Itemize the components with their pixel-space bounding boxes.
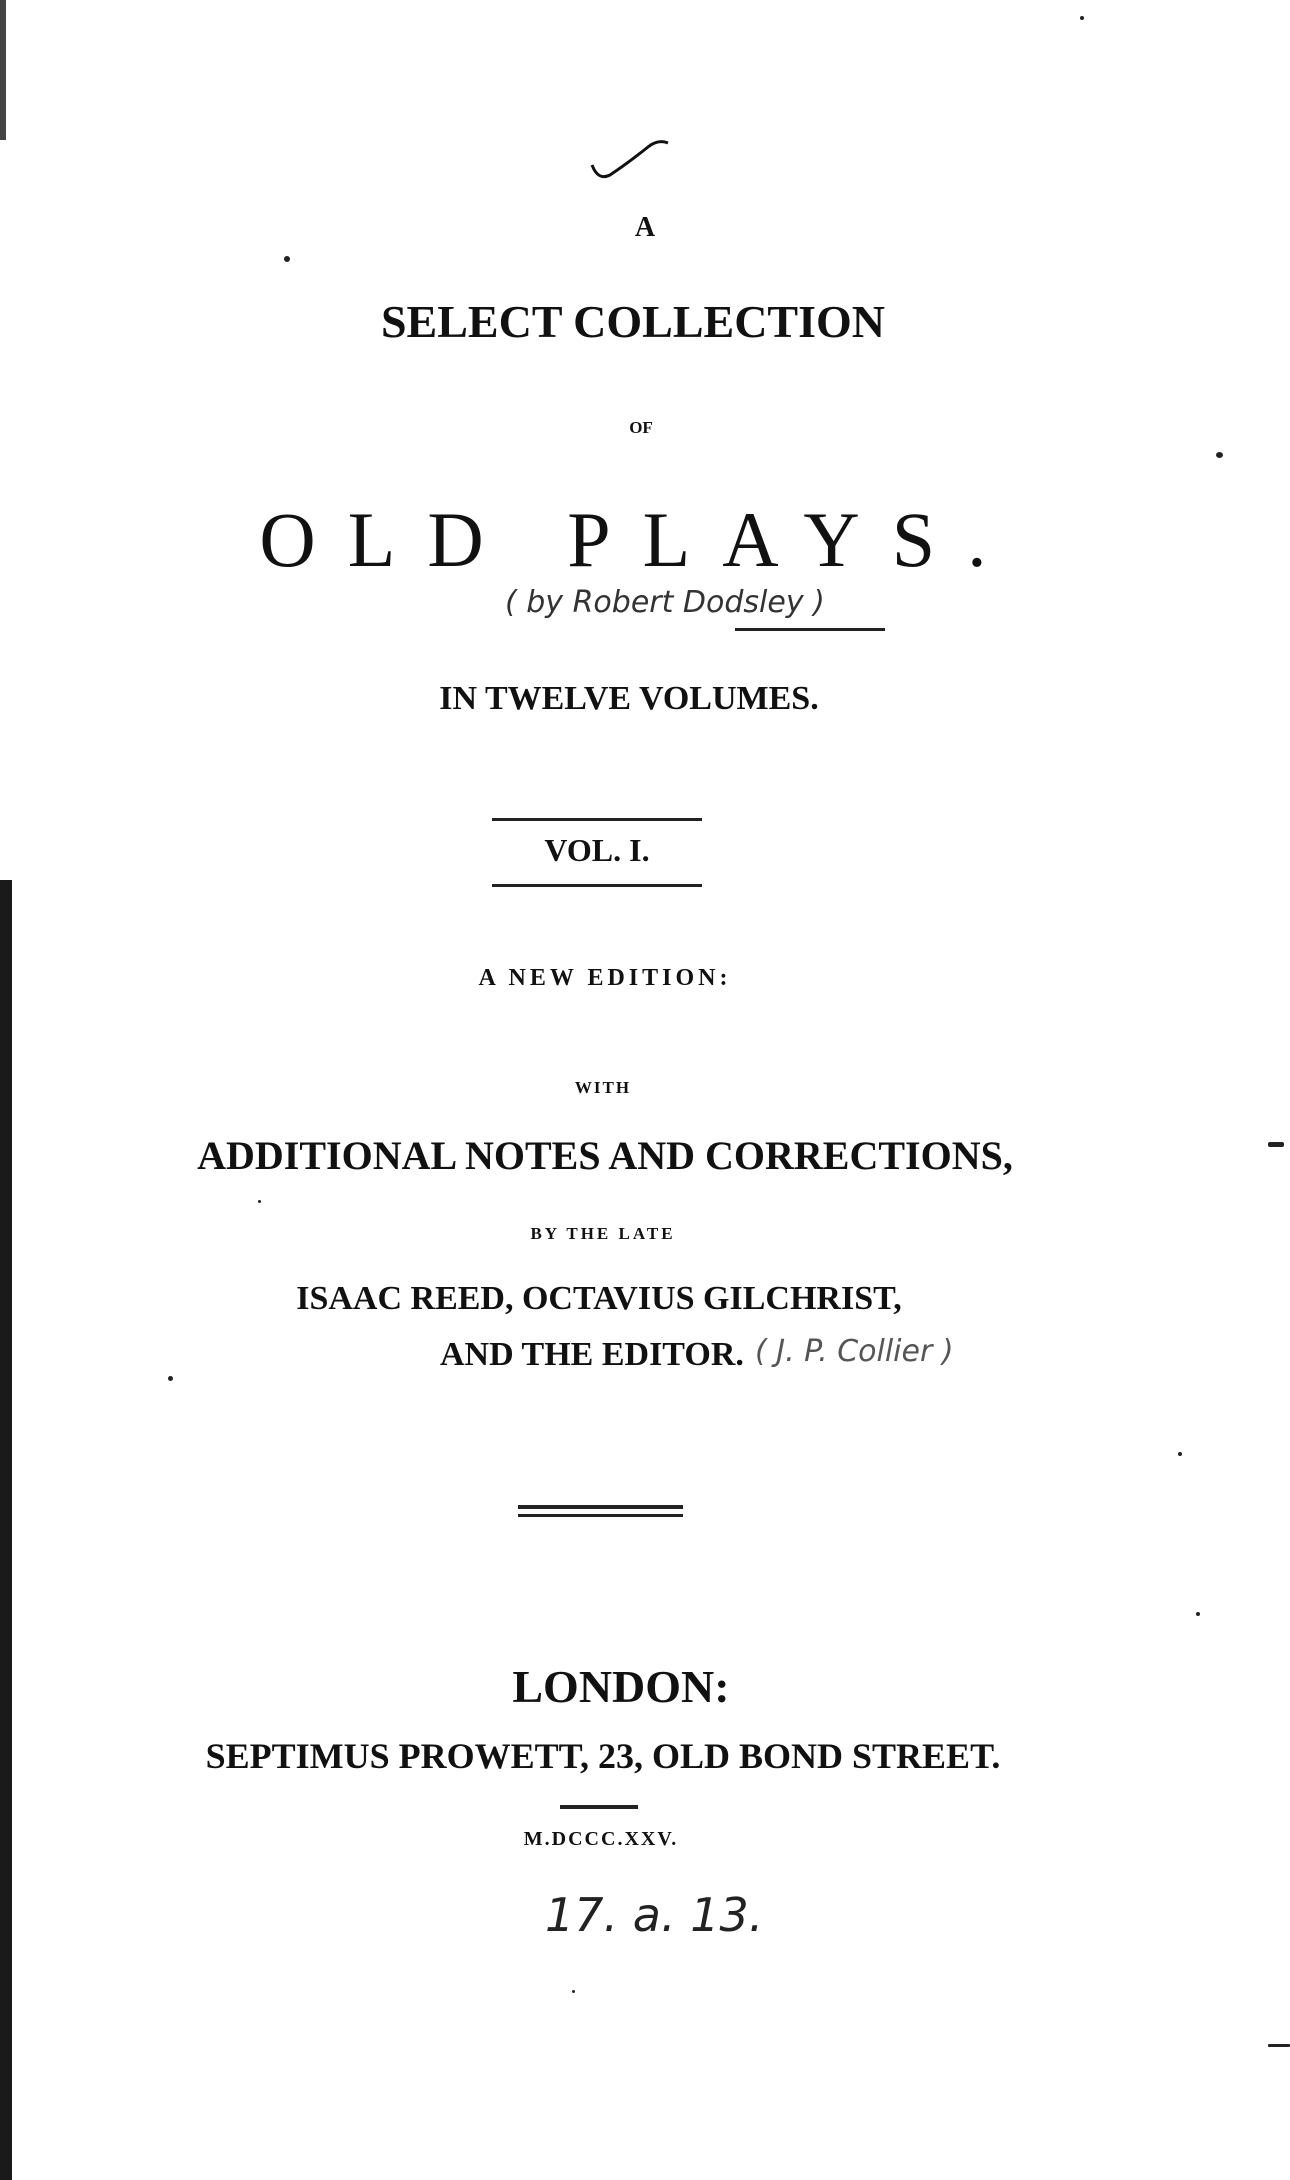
paper-speck bbox=[258, 1200, 261, 1203]
editors-line-2: AND THE EDITOR. bbox=[440, 1336, 744, 1373]
edition-line: A NEW EDITION: bbox=[478, 965, 732, 991]
underline-mark bbox=[735, 628, 885, 631]
notes-line: ADDITIONAL NOTES AND CORRECTIONS, bbox=[197, 1133, 1013, 1178]
place-line: LONDON: bbox=[512, 1661, 730, 1712]
volume-rule-top bbox=[492, 818, 702, 821]
paper-speck bbox=[168, 1376, 173, 1381]
check-mark-icon bbox=[588, 135, 678, 185]
title-article: A bbox=[634, 212, 656, 243]
publisher-line: SEPTIMUS PROWETT, 23, OLD BOND STREET. bbox=[205, 1736, 1001, 1776]
paper-speck bbox=[572, 1990, 575, 1993]
double-rule-bottom bbox=[518, 1514, 683, 1517]
date-rule bbox=[560, 1805, 638, 1809]
paper-speck bbox=[1080, 16, 1084, 20]
main-title: OLD PLAYS. bbox=[259, 496, 1019, 583]
title-heading: SELECT COLLECTION bbox=[380, 296, 886, 347]
with-line: WITH bbox=[574, 1078, 632, 1097]
title-of: OF bbox=[629, 418, 653, 437]
paper-speck bbox=[1216, 452, 1223, 458]
editors-line-1: ISAAC REED, OCTAVIUS GILCHRIST, bbox=[296, 1280, 902, 1317]
volume-number: VOL. I. bbox=[544, 832, 650, 868]
paper-speck bbox=[284, 256, 290, 262]
paper-speck bbox=[1268, 2044, 1290, 2047]
date-line: M.DCCC.XXV. bbox=[523, 1828, 679, 1850]
by-line: BY THE LATE bbox=[530, 1224, 676, 1243]
double-rule-top bbox=[518, 1505, 683, 1509]
binding-edge bbox=[0, 880, 12, 2180]
volumes-line: IN TWELVE VOLUMES. bbox=[439, 680, 819, 717]
handwritten-attribution: ( by Robert Dodsley ) bbox=[505, 585, 825, 620]
volume-rule-bottom bbox=[492, 884, 702, 887]
handwritten-editor-note: ( J. P. Collier ) bbox=[755, 1334, 954, 1369]
paper-speck bbox=[1196, 1612, 1200, 1616]
paper-speck bbox=[1268, 1142, 1284, 1147]
binding-edge-top bbox=[0, 0, 6, 140]
paper-speck bbox=[1178, 1452, 1182, 1456]
handwritten-shelfmark: 17. a. 13. bbox=[545, 1888, 764, 1942]
